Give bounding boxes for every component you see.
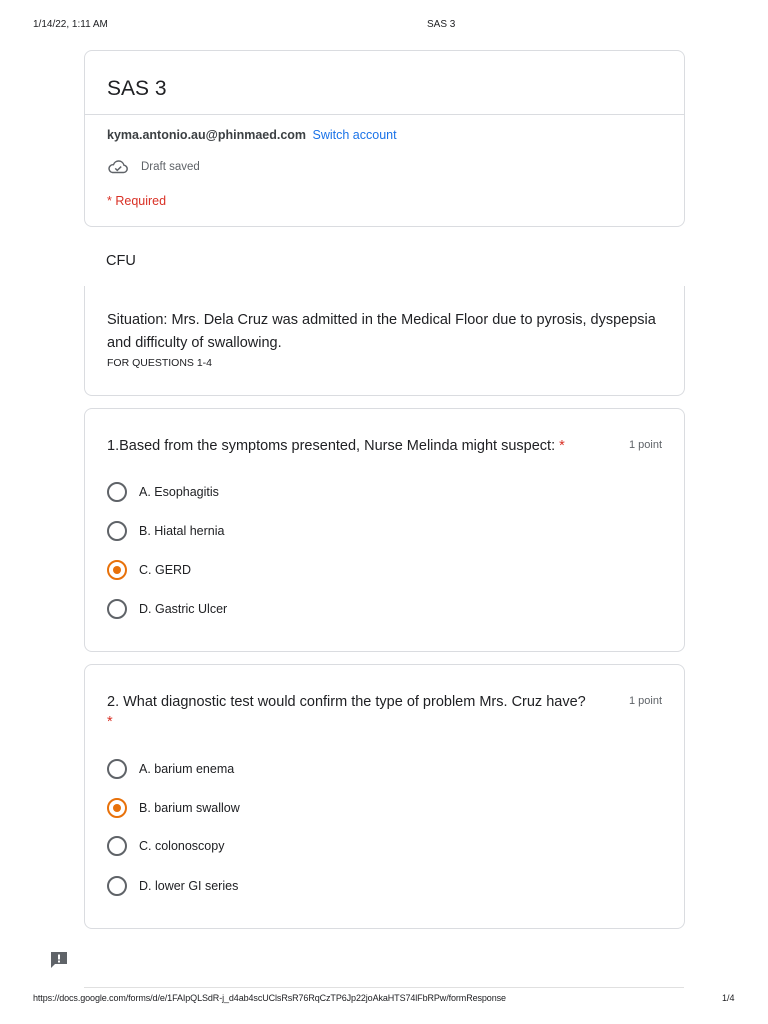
question-label: 2. What diagnostic test would confirm the type of problem Mrs. Cruz have? — [107, 694, 586, 710]
option-c[interactable] — [107, 836, 224, 856]
question-text — [107, 436, 607, 456]
print-doc-title: SAS 3 — [427, 19, 456, 30]
option-label: D. lower GI series — [139, 879, 239, 893]
radio-button[interactable] — [107, 482, 127, 502]
radio-button[interactable] — [107, 876, 127, 896]
option-label: B. barium swallow — [139, 801, 240, 815]
option-d[interactable] — [107, 599, 227, 619]
option-d[interactable] — [107, 876, 238, 896]
option-c[interactable] — [107, 560, 191, 580]
required-note: * Required — [107, 194, 167, 208]
draft-status-text: Draft saved — [141, 161, 200, 173]
question-text — [107, 692, 607, 732]
question-points: 1 point — [628, 695, 662, 707]
question-label: 1.Based from the symptoms presented, Nurse Melinda might suspect: — [107, 438, 556, 454]
radio-button-selected[interactable] — [107, 560, 127, 580]
radio-button[interactable] — [107, 759, 127, 779]
form-header-card — [84, 50, 685, 227]
option-label: A. Esophagitis — [139, 485, 219, 499]
option-a[interactable] — [107, 759, 234, 779]
radio-button[interactable] — [107, 836, 127, 856]
option-label: C. GERD — [139, 563, 192, 577]
option-label: B. Hiatal hernia — [139, 524, 225, 538]
radio-button[interactable] — [107, 521, 127, 541]
question-card-1 — [84, 408, 685, 652]
situation-text: Situation: Mrs. Dela Cruz was admitted in the Medical Floor due to pyrosis, dyspepsia and difficulty of swallowing. — [107, 312, 656, 351]
question-points: 1 point — [628, 439, 662, 451]
account-line — [107, 128, 397, 142]
option-a[interactable] — [107, 482, 219, 502]
switch-account-link[interactable]: Switch account — [312, 128, 397, 142]
section-title: CFU — [106, 253, 136, 269]
radio-button[interactable] — [107, 599, 127, 619]
draft-status — [107, 159, 200, 175]
divider — [85, 114, 684, 115]
option-b[interactable] — [107, 798, 240, 818]
required-asterisk: * — [107, 714, 113, 730]
feedback-icon[interactable] — [49, 950, 69, 970]
option-label: C. colonoscopy — [139, 839, 225, 853]
section-description-card — [84, 286, 685, 396]
option-label: D. Gastric Ulcer — [139, 602, 228, 616]
option-b[interactable] — [107, 521, 224, 541]
print-page-number: 1/4 — [722, 993, 735, 1003]
required-asterisk: * — [559, 438, 565, 454]
question-card-2 — [84, 664, 685, 929]
print-datetime: 1/14/22, 1:11 AM — [33, 19, 108, 30]
radio-button-selected[interactable] — [107, 798, 127, 818]
footer-divider — [84, 987, 684, 988]
form-title: SAS 3 — [107, 77, 167, 100]
cloud-check-icon — [107, 159, 129, 175]
situation-subtext: FOR QUESTIONS 1-4 — [107, 357, 213, 369]
option-label: A. barium enema — [139, 762, 235, 776]
account-email: kyma.antonio.au@phinmaed.com — [107, 128, 307, 142]
print-url: https://docs.google.com/forms/d/e/1FAIpQLSdR-j_d4ab4scUClsRsR76RqCzTP6Jp22joAkaHTS74lFbRPw/formResponse — [33, 993, 506, 1003]
